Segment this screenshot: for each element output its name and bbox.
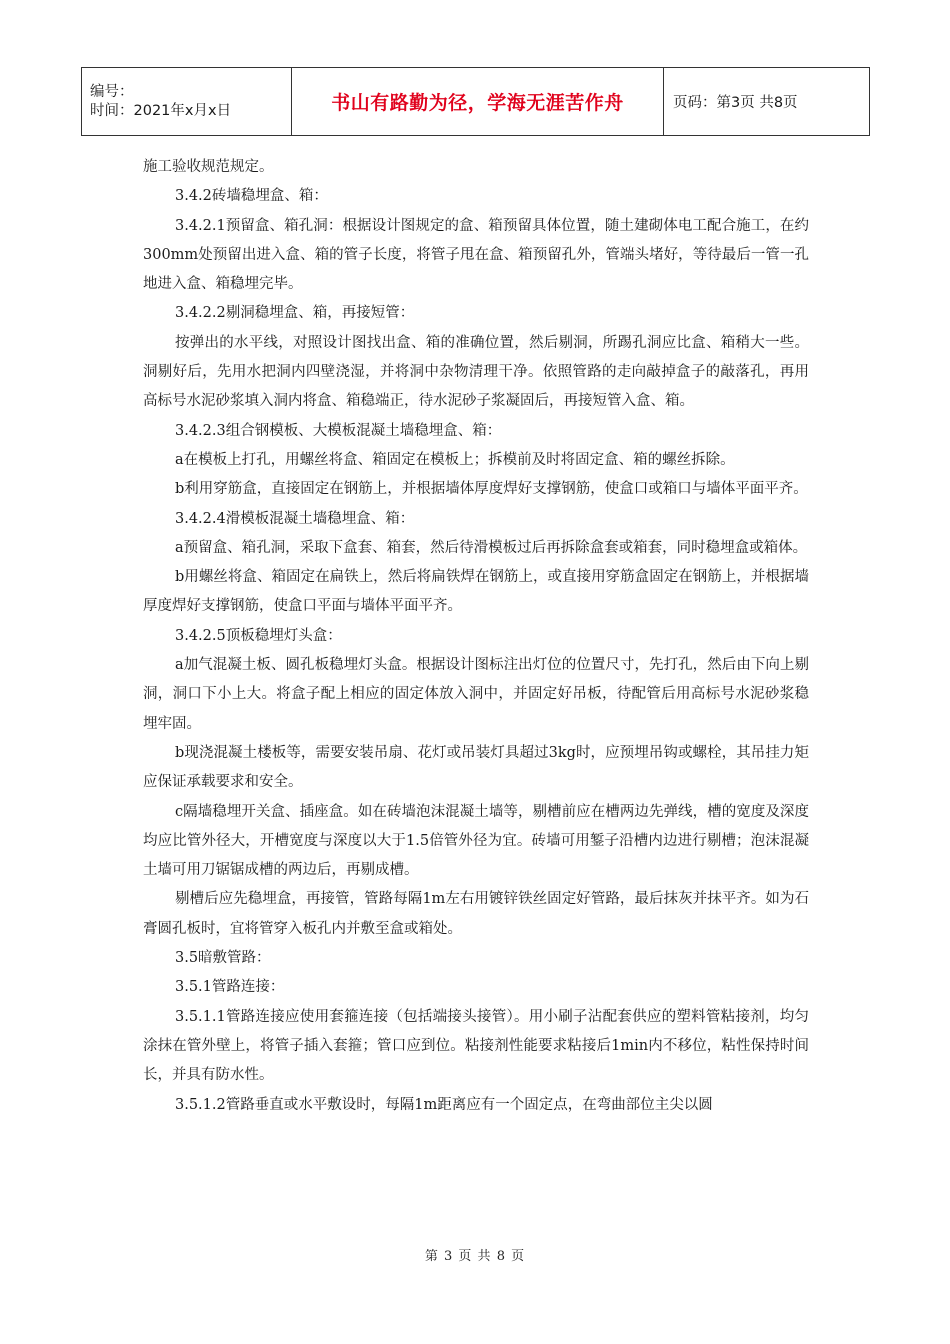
body-paragraph: 剔槽后应先稳埋盒，再接管，管路每隔1m左右用镀锌铁丝固定好管路，最后抹灰并抹平齐。如为石膏圆孔板时，宜将管穿入板孔内并敷至盒或箱处。 — [143, 891, 809, 937]
body-paragraph: 3.5.1.1管路连接应使用套箍连接（包括端接头接管）。用小刷子沾配套供应的塑料管粘接剂，均匀涂抹在管外壁上，将管子插入套箍；管口应到位。粘接剂性能要求粘接后1min内不移位，粘性保持时间长，并具有防水性。 — [143, 1008, 809, 1084]
body-paragraph: c隔墙稳埋开关盒、插座盒。如在砖墙泡沫混凝土墙等，剔槽前应在槽两边先弹线，槽的宽度及深度均应比管外径大，开槽宽度与深度以大于1.5倍管外径为宜。砖墙可用錾子沿槽内边进行剔槽；泡沫混凝土墙可用刀锯锯成槽的两边后，再剔成槽。 — [143, 803, 809, 879]
body-paragraph: 3.4.2砖墙稳埋盒、箱： — [175, 188, 328, 205]
body-paragraph: 3.4.2.2剔洞稳埋盒、箱，再接短管： — [175, 305, 415, 322]
body-paragraph: a预留盒、箱孔洞，采取下盒套、箱套，然后待滑模板过后再拆除盒套或箱套，同时稳埋盒或箱体。 — [175, 539, 808, 556]
document-number-label: 编号： — [90, 83, 134, 100]
body-paragraph: 施工验收规范规定。 — [143, 159, 274, 175]
body-paragraph: 3.4.2.5顶板稳埋灯头盒： — [175, 627, 342, 644]
body-paragraph: 3.5.1.2管路垂直或水平敷设时，每隔1m距离应有一个固定点，在弯曲部位主尖以圆 — [175, 1096, 713, 1113]
body-paragraph: 3.4.2.3组合钢模板、大模板混凝土墙稳埋盒、箱： — [175, 422, 502, 439]
body-paragraph: 3.4.2.1预留盒、箱孔洞：根据设计图规定的盒、箱预留具体位置，随土建砌体电工配合施工，在约300mm处预留出进入盒、箱的管子长度，将管子甩在盒、箱预留孔外，管端头堵好，等待最后一管一孔地进入盒、箱稳埋完毕。 — [143, 217, 809, 293]
body-paragraph: b现浇混凝土楼板等，需要安装吊扇、花灯或吊装灯具超过3kg时，应预埋吊钩或螺栓，其吊挂力矩应保证承载要求和安全。 — [143, 744, 809, 791]
body-paragraph: b用螺丝将盒、箱固定在扁铁上，然后将扁铁焊在钢筋上，或直接用穿筋盒固定在钢筋上，并根据墙厚度焊好支撑钢筋，使盒口平面与墙体平面平齐。 — [143, 569, 809, 615]
document-header — [81, 67, 870, 136]
page-footer: 第 3 页 共 8 页 — [424, 1249, 526, 1264]
body-paragraph: 3.5.1管路连接： — [175, 979, 285, 996]
document-time-label: 时间：2021年x月x日 — [90, 102, 232, 119]
body-paragraph: a加气混凝土板、圆孔板稳埋灯头盒。根据设计图标注出灯位的位置尺寸，先打孔，然后由下向上剔洞，洞口下小上大。将盒子配上相应的固定体放入洞中，并固定好吊板，待配管后用高标号水泥砂浆稳埋牢固。 — [143, 657, 809, 732]
body-paragraph: 按弹出的水平线，对照设计图找出盒、箱的准确位置，然后剔洞，所踢孔洞应比盒、箱稍大一些。洞剔好后，先用水把洞内四壁浇湿，并将洞中杂物清理干净。依照管路的走向敲掉盒子的敲落孔，再用高标号水泥砂浆填入洞内将盒、箱稳端正，待水泥砂子浆凝固后，再接短管入盒、箱。 — [143, 334, 809, 410]
body-paragraph: b利用穿筋盒，直接固定在钢筋上，并根据墙体厚度焊好支撑钢筋，使盒口或箱口与墙体平面平齐。 — [175, 481, 808, 498]
header-motto: 书山有路勤为径，学海无涯苦作舟 — [292, 68, 664, 136]
body-paragraph: 3.5暗敷管路： — [175, 950, 271, 967]
body-paragraph: 3.4.2.4滑模板混凝土墙稳埋盒、箱： — [175, 510, 415, 527]
body-paragraph: a在模板上打孔，用螺丝将盒、箱固定在模板上；拆模前及时将固定盒、箱的螺丝拆除。 — [175, 451, 735, 468]
header-page-info: 页码：第3页 共8页 — [664, 68, 870, 136]
header-meta-cell — [82, 68, 292, 136]
document-body — [143, 153, 809, 1120]
